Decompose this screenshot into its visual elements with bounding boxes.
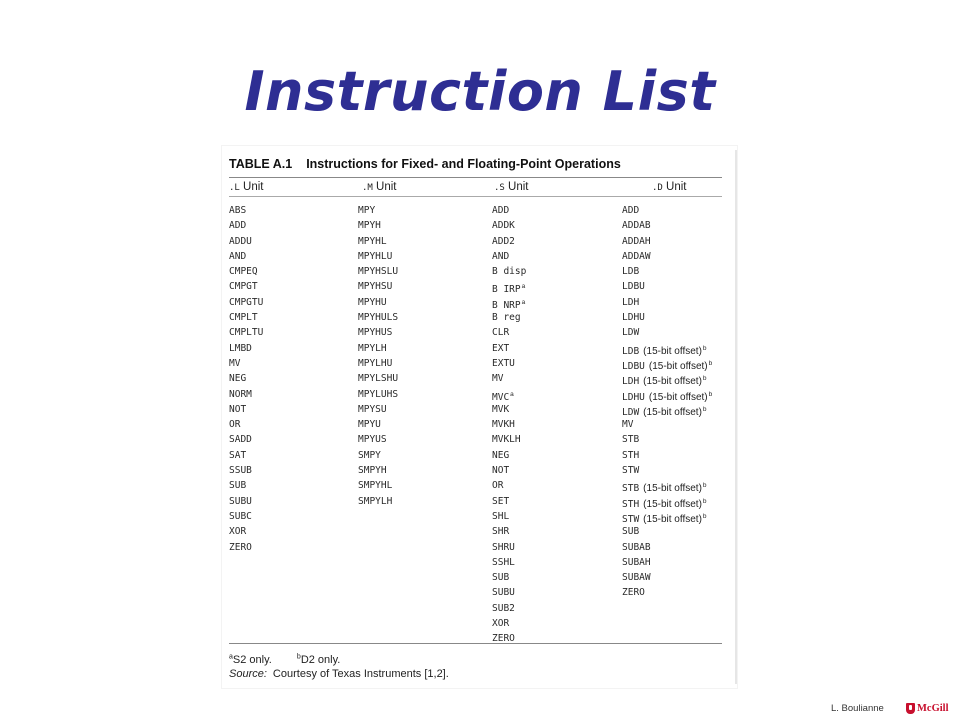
column-header-l-unit [229, 180, 264, 194]
instruction-mnemonic: MV [622, 419, 634, 431]
instruction-mnemonic: SMPY [358, 449, 381, 461]
instruction-mnemonic: MPYLH [358, 342, 387, 354]
instruction-item [358, 356, 398, 371]
instruction-mnemonic: AND [492, 250, 510, 262]
offset-note: (15-bit offset) [643, 498, 702, 510]
footnote-marker: b [702, 482, 707, 490]
instruction-mnemonic: AND [229, 250, 247, 262]
footnote-a-text: S2 only. [232, 653, 272, 666]
instruction-item [492, 341, 526, 356]
column-header-label: Unit [508, 181, 529, 193]
footnote-a [229, 654, 272, 666]
instruction-item [229, 234, 263, 249]
footnote-marker: b [702, 344, 707, 352]
footnote-marker: a [521, 298, 526, 306]
instruction-mnemonic: MPYHL [358, 235, 387, 247]
instruction-item [229, 524, 263, 539]
instruction-mnemonic: SUBU [229, 495, 252, 507]
instruction-mnemonic: SSUB [229, 465, 252, 477]
m-unit-column [358, 203, 398, 509]
instruction-mnemonic: LDH [622, 376, 640, 388]
instruction-mnemonic: B reg [492, 312, 521, 324]
instruction-item [622, 371, 712, 386]
instruction-mnemonic: SUBAW [622, 572, 651, 584]
instruction-item [622, 509, 712, 524]
instruction-mnemonic: MVKLH [492, 434, 521, 446]
column-header-label: Unit [376, 181, 397, 193]
instruction-item [622, 310, 712, 325]
instruction-item [358, 478, 398, 493]
instruction-mnemonic: MVKH [492, 419, 515, 431]
footnote-marker: b [702, 405, 707, 413]
column-header-m-unit [362, 180, 397, 194]
instruction-item [622, 264, 712, 279]
instruction-mnemonic: STH [622, 498, 640, 510]
instruction-item [492, 310, 526, 325]
instruction-item [492, 631, 526, 646]
footnote-a-mark: a [229, 653, 233, 660]
instruction-mnemonic: ADD [229, 220, 247, 232]
instruction-mnemonic: SMPYH [358, 465, 387, 477]
instruction-mnemonic: SMPYLH [358, 495, 393, 507]
instruction-item [622, 540, 712, 555]
column-header-prefix: .M [362, 183, 373, 193]
instruction-mnemonic: ZERO [229, 541, 252, 553]
footnote-b-text: D2 only. [300, 653, 341, 666]
instruction-item [358, 234, 398, 249]
instruction-item [229, 356, 263, 371]
instruction-mnemonic: MPYU [358, 419, 381, 431]
instruction-mnemonic: MPYHSLU [358, 266, 399, 278]
instruction-mnemonic: MVC [492, 391, 510, 403]
instruction-mnemonic: STW [622, 513, 640, 525]
instruction-mnemonic: SET [492, 495, 510, 507]
instruction-item [492, 356, 526, 371]
instruction-mnemonic: LMBD [229, 342, 252, 354]
instruction-item [229, 310, 263, 325]
instruction-mnemonic: LDBU [622, 281, 645, 293]
instruction-item [229, 432, 263, 447]
instruction-item [229, 218, 263, 233]
instruction-mnemonic: MPYHULS [358, 312, 399, 324]
instruction-item [229, 448, 263, 463]
instruction-item [492, 540, 526, 555]
instruction-mnemonic: CMPLT [229, 312, 258, 324]
instruction-mnemonic: CMPGTU [229, 296, 264, 308]
instruction-mnemonic: LDHU [622, 312, 645, 324]
instruction-item [358, 463, 398, 478]
instruction-mnemonic: STW [622, 465, 640, 477]
instruction-mnemonic: STB [622, 483, 640, 495]
instruction-item [229, 341, 263, 356]
instruction-mnemonic: SSHL [492, 556, 515, 568]
instruction-item [622, 555, 712, 570]
instruction-mnemonic: ADD [492, 205, 510, 216]
table-caption-text: Instructions for Fixed- and Floating-Point Operations [306, 157, 621, 171]
instruction-item [358, 402, 398, 417]
instruction-mnemonic: MPYLHU [358, 357, 393, 369]
instruction-mnemonic: CMPGT [229, 281, 258, 293]
instruction-mnemonic: CMPEQ [229, 266, 258, 278]
instruction-mnemonic: OR [492, 480, 504, 492]
l-unit-column [229, 203, 263, 555]
instruction-item [229, 402, 263, 417]
table-caption-id: TABLE A.1 [229, 157, 293, 171]
instruction-item [492, 478, 526, 493]
instruction-item [492, 387, 526, 402]
footnote-marker: a [510, 390, 514, 398]
footnote-marker: b [702, 512, 707, 520]
instruction-mnemonic: MPYHSU [358, 281, 393, 293]
instruction-item [358, 387, 398, 402]
instruction-mnemonic: STB [622, 434, 640, 446]
instruction-item [229, 295, 263, 310]
instruction-item [622, 448, 712, 463]
instruction-mnemonic: LDB [622, 345, 640, 357]
instruction-item [492, 570, 526, 585]
instruction-item [358, 371, 398, 386]
instruction-item [492, 494, 526, 509]
offset-note: (15-bit offset) [648, 360, 708, 372]
table-source [229, 667, 449, 682]
instruction-mnemonic: B IRP [492, 284, 521, 296]
column-header-prefix: .S [494, 183, 505, 193]
footnote-b-mark: b [296, 653, 301, 660]
instruction-mnemonic: B disp [492, 266, 527, 278]
instruction-mnemonic: OR [229, 419, 241, 431]
footnote-marker: b [708, 359, 713, 367]
instruction-mnemonic: ADDAH [622, 235, 651, 247]
instruction-mnemonic: LDW [622, 406, 640, 418]
instruction-item [492, 295, 526, 310]
instruction-item [492, 509, 526, 524]
instruction-mnemonic: SUBC [229, 510, 252, 522]
instruction-item [492, 601, 526, 616]
instruction-item [622, 234, 712, 249]
instruction-item [358, 249, 398, 264]
instruction-item [492, 371, 526, 386]
column-header-label: Unit [243, 181, 264, 193]
instruction-mnemonic: MPYHLU [358, 250, 393, 262]
instruction-mnemonic: XOR [229, 526, 247, 538]
instruction-item [622, 387, 712, 402]
instruction-mnemonic: SUBAB [622, 541, 651, 553]
instruction-item [492, 402, 526, 417]
instruction-mnemonic: ADDAW [622, 250, 651, 262]
table-bottom-rule [229, 643, 722, 644]
instruction-item [622, 341, 712, 356]
instruction-item [229, 463, 263, 478]
instruction-mnemonic: EXT [492, 342, 510, 354]
instruction-item [229, 509, 263, 524]
instruction-item [492, 234, 526, 249]
instruction-item [622, 478, 712, 493]
instruction-item [229, 540, 263, 555]
instruction-item [358, 218, 398, 233]
instruction-item [492, 616, 526, 631]
instruction-mnemonic: NEG [229, 373, 247, 385]
table-header-rule [229, 196, 722, 197]
instruction-item [358, 341, 398, 356]
instruction-item [622, 295, 712, 310]
instruction-mnemonic: MPYLSHU [358, 373, 399, 385]
instruction-mnemonic: NOT [492, 465, 510, 477]
instruction-item [622, 249, 712, 264]
table-footnotes [229, 649, 340, 664]
instruction-item [492, 218, 526, 233]
offset-note: (15-bit offset) [648, 391, 708, 403]
instruction-mnemonic: LDHU [622, 391, 645, 403]
instruction-mnemonic: MPYHU [358, 296, 387, 308]
instruction-item [492, 555, 526, 570]
instruction-item [229, 494, 263, 509]
instruction-mnemonic: MPYSU [358, 403, 387, 415]
instruction-table [222, 146, 737, 688]
instruction-mnemonic: SUB [622, 526, 640, 538]
instruction-item [492, 463, 526, 478]
d-unit-column [622, 203, 712, 601]
instruction-item [358, 494, 398, 509]
instruction-item [492, 417, 526, 432]
instruction-item [229, 249, 263, 264]
column-header-s-unit [494, 180, 529, 194]
instruction-item [492, 279, 526, 294]
instruction-mnemonic: ADDU [229, 235, 252, 247]
instruction-item [358, 432, 398, 447]
instruction-mnemonic: NOT [229, 403, 247, 415]
source-label: Source: [229, 668, 267, 680]
instruction-mnemonic: XOR [492, 618, 510, 630]
instruction-mnemonic: ADD [622, 205, 640, 216]
instruction-mnemonic: MPYH [358, 220, 381, 232]
instruction-mnemonic: MPYUS [358, 434, 387, 446]
instruction-item [492, 524, 526, 539]
instruction-item [492, 585, 526, 600]
footnote-marker: b [708, 390, 713, 398]
instruction-mnemonic: LDB [622, 266, 640, 278]
instruction-mnemonic: MV [229, 357, 241, 369]
instruction-mnemonic: MPY [358, 205, 376, 216]
instruction-mnemonic: SUBAH [622, 556, 651, 568]
instruction-mnemonic: LDBU [622, 360, 645, 372]
instruction-item [358, 417, 398, 432]
instruction-mnemonic: LDW [622, 327, 640, 339]
instruction-mnemonic: SUB [492, 572, 510, 584]
instruction-mnemonic: MVK [492, 403, 510, 415]
instruction-item [358, 279, 398, 294]
instruction-mnemonic: CLR [492, 327, 510, 339]
instruction-item [622, 570, 712, 585]
instruction-item [358, 310, 398, 325]
instruction-item [622, 402, 712, 417]
instruction-item [492, 325, 526, 340]
author-credit: L. Boulianne [831, 703, 884, 714]
slide-title: Instruction List [244, 60, 716, 123]
instruction-item [229, 371, 263, 386]
instruction-mnemonic: ADDK [492, 220, 515, 232]
instruction-item [229, 264, 263, 279]
instruction-item [492, 264, 526, 279]
instruction-item [622, 463, 712, 478]
offset-note: (15-bit offset) [643, 345, 702, 357]
instruction-mnemonic: EXTU [492, 357, 515, 369]
instruction-mnemonic: STH [622, 449, 640, 461]
instruction-item [622, 417, 712, 432]
instruction-item [622, 279, 712, 294]
instruction-mnemonic: NORM [229, 388, 252, 400]
column-header-label: Unit [666, 181, 687, 193]
offset-note: (15-bit offset) [643, 406, 702, 418]
instruction-item [358, 295, 398, 310]
instruction-mnemonic: SADD [229, 434, 252, 446]
table-caption [229, 155, 729, 173]
instruction-mnemonic: ZERO [492, 633, 515, 645]
column-header-d-unit [652, 180, 687, 194]
footnote-marker: b [702, 375, 707, 383]
instruction-item [229, 325, 263, 340]
instruction-mnemonic: ADD2 [492, 235, 515, 247]
instruction-item [622, 325, 712, 340]
instruction-item [358, 264, 398, 279]
column-header-prefix: .D [652, 183, 663, 193]
instruction-mnemonic: SAT [229, 449, 247, 461]
instruction-item [358, 203, 398, 218]
mcgill-logo [906, 701, 949, 716]
instruction-item [229, 279, 263, 294]
instruction-mnemonic: MPYLUHS [358, 388, 399, 400]
footnote-marker: b [702, 497, 707, 505]
instruction-mnemonic: B NRP [492, 299, 521, 311]
instruction-mnemonic: ABS [229, 205, 247, 216]
instruction-item [358, 325, 398, 340]
instruction-mnemonic: CMPLTU [229, 327, 264, 339]
instruction-item [492, 203, 526, 218]
instruction-item [622, 585, 712, 600]
instruction-item [229, 478, 263, 493]
crest-icon [906, 703, 915, 714]
instruction-item [622, 203, 712, 218]
footnote-marker: a [521, 283, 526, 291]
instruction-item [492, 448, 526, 463]
instruction-item [358, 448, 398, 463]
instruction-mnemonic: NEG [492, 449, 510, 461]
offset-note: (15-bit offset) [643, 513, 702, 525]
instruction-item [622, 356, 712, 371]
source-text: Courtesy of Texas Instruments [1,2]. [272, 668, 449, 680]
instruction-item [492, 249, 526, 264]
instruction-mnemonic: SUB2 [492, 602, 515, 614]
instruction-item [229, 417, 263, 432]
instruction-item [622, 524, 712, 539]
offset-note: (15-bit offset) [643, 483, 702, 495]
instruction-item [622, 494, 712, 509]
instruction-mnemonic: SUB [229, 480, 247, 492]
table-top-rule [229, 177, 722, 178]
offset-note: (15-bit offset) [643, 376, 702, 388]
s-unit-column [492, 203, 526, 647]
instruction-mnemonic: SHRU [492, 541, 515, 553]
instruction-mnemonic: SMPYHL [358, 480, 393, 492]
instruction-mnemonic: SUBU [492, 587, 515, 599]
instruction-item [492, 432, 526, 447]
footnote-b [297, 654, 340, 666]
instruction-item [229, 203, 263, 218]
instruction-mnemonic: ADDAB [622, 220, 651, 232]
instruction-item [622, 218, 712, 233]
logo-text: McGill [917, 703, 949, 714]
instruction-mnemonic: MV [492, 373, 504, 385]
instruction-mnemonic: LDH [622, 296, 640, 308]
instruction-mnemonic: SHL [492, 510, 510, 522]
instruction-mnemonic: ZERO [622, 587, 645, 599]
instruction-item [229, 387, 263, 402]
column-header-prefix: .L [229, 183, 240, 193]
instruction-mnemonic: MPYHUS [358, 327, 393, 339]
instruction-item [622, 432, 712, 447]
instruction-mnemonic: SHR [492, 526, 510, 538]
